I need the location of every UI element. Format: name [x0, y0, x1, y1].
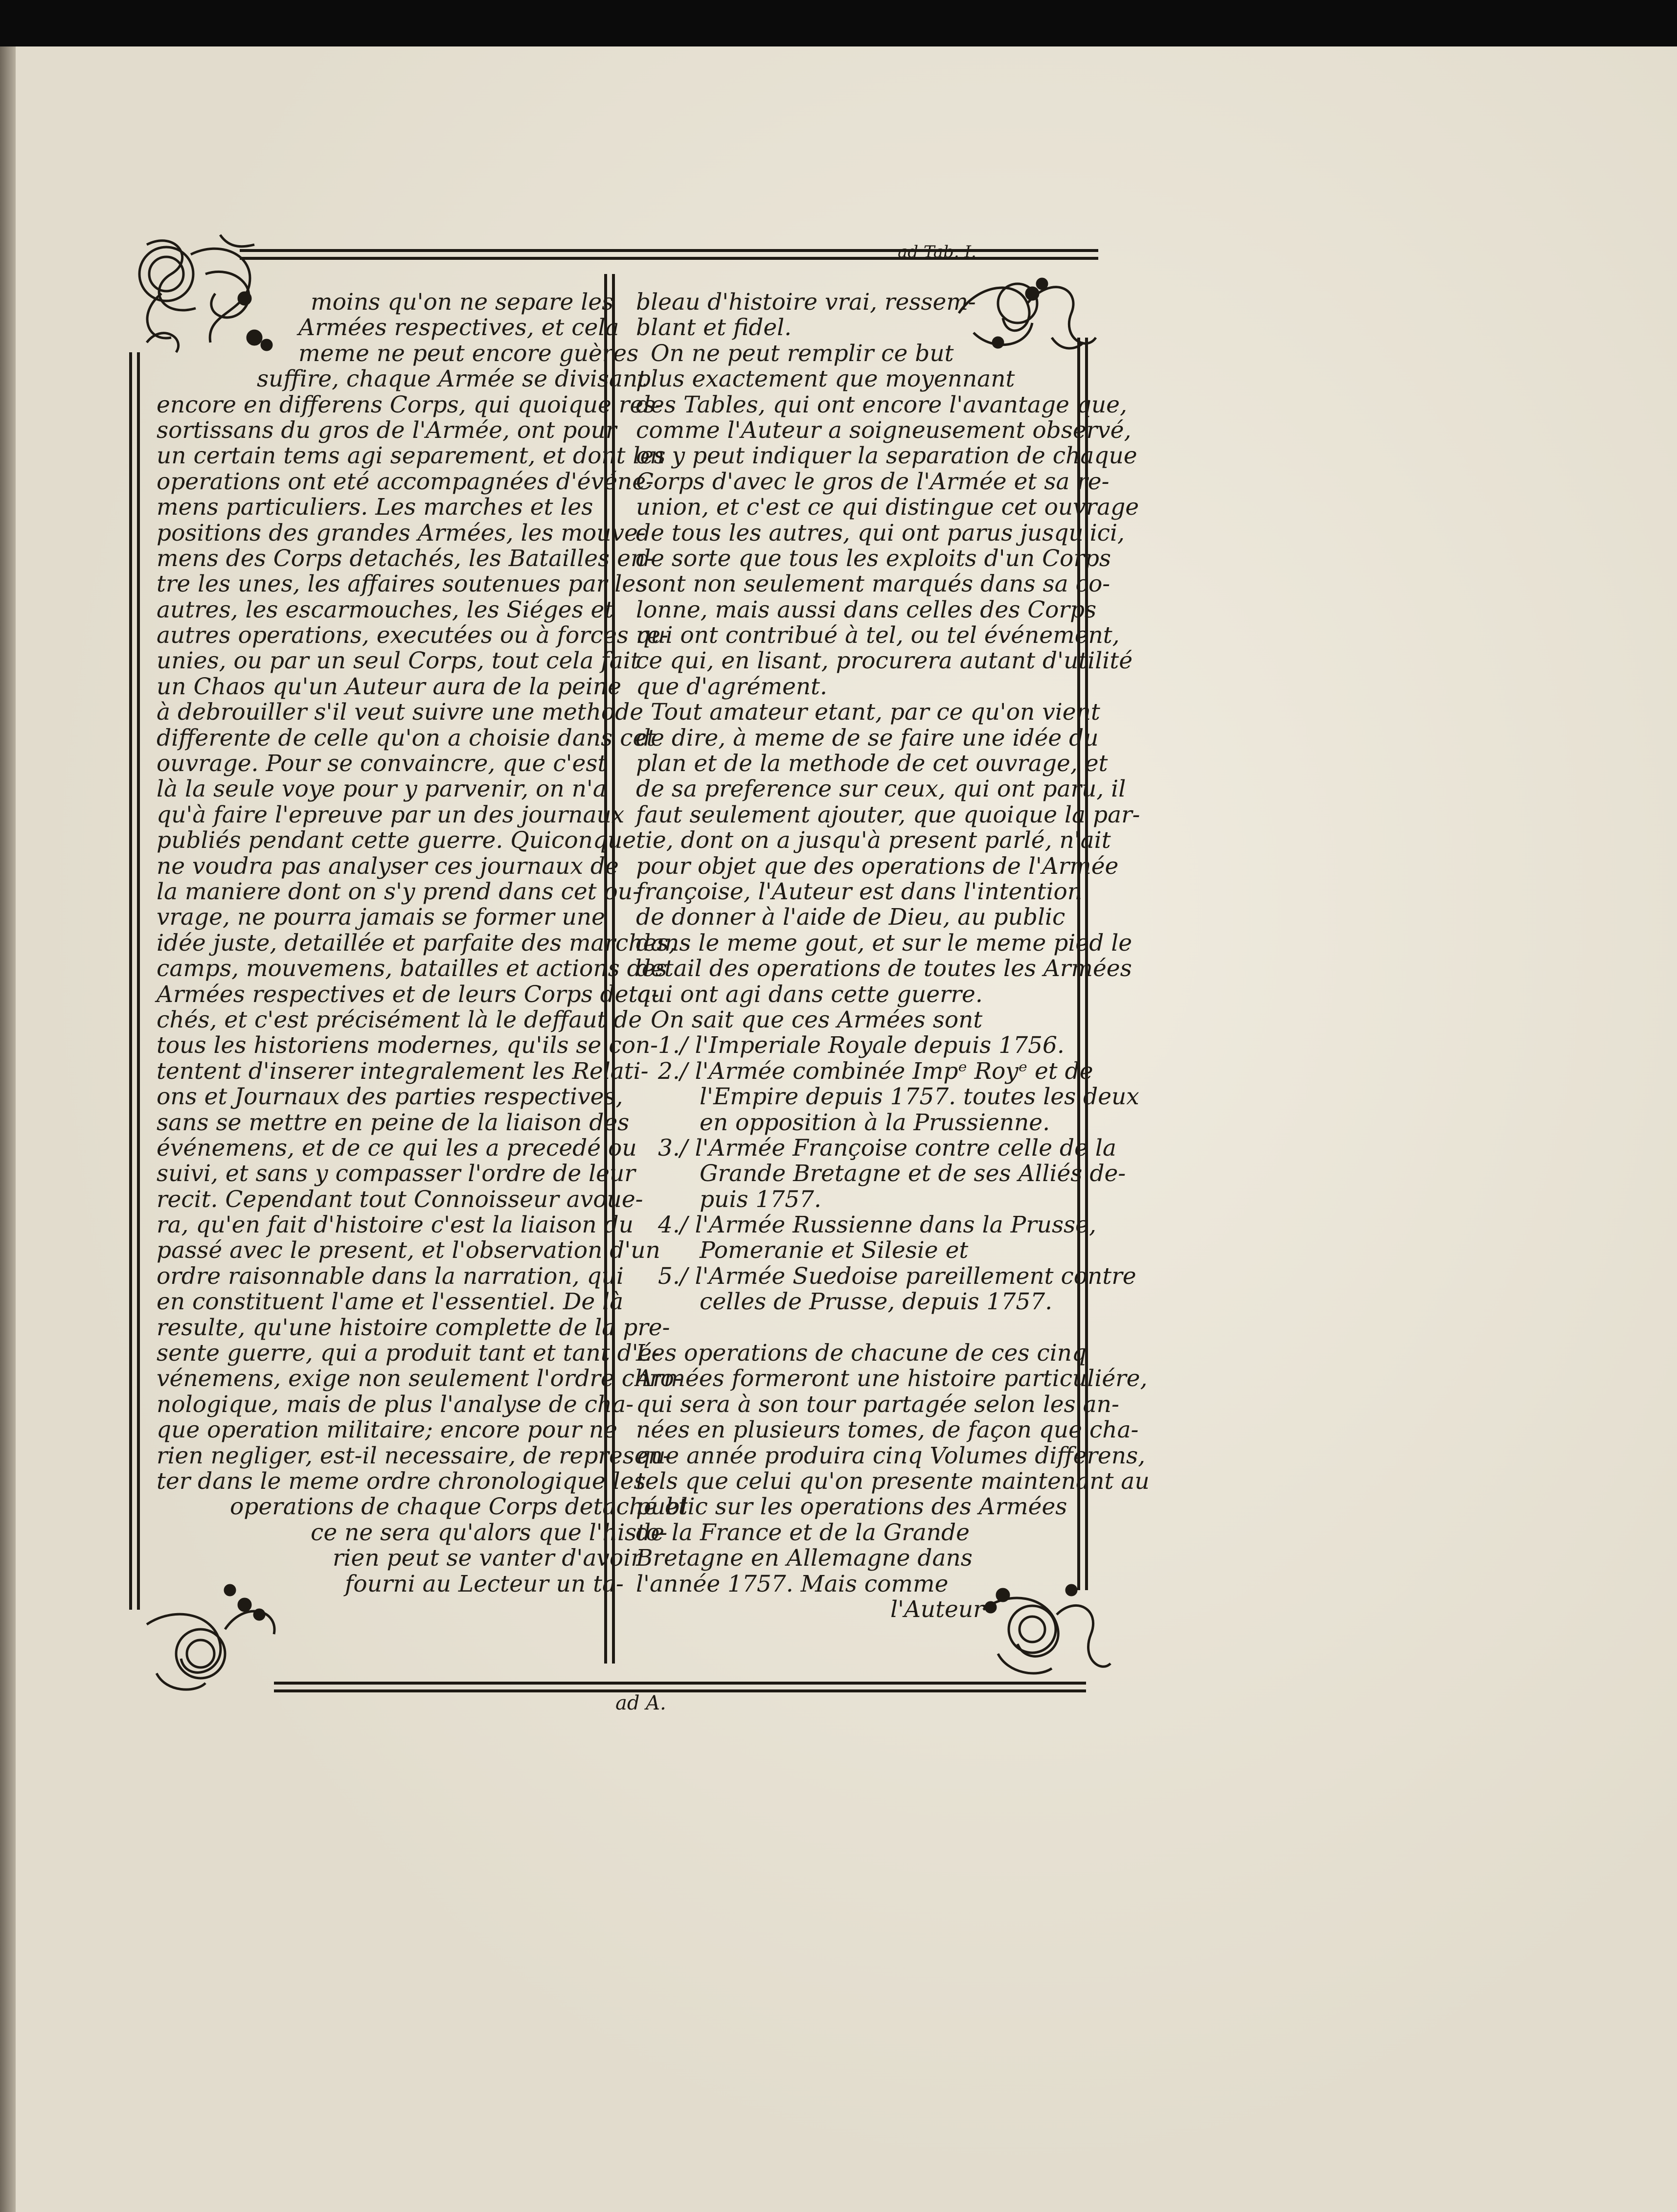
- text-line: Les operations de chacune de ces cinq: [636, 1340, 1087, 1367]
- text-line: un Chaos qu'un Auteur aura de la peine: [157, 673, 622, 700]
- text-line: nologique, mais de plus l'analyse de cha-: [157, 1391, 634, 1418]
- text-line: unies, ou par un seul Corps, tout cela fait: [157, 647, 640, 675]
- text-line: de donner à l'aide de Dieu, au public: [636, 904, 1065, 931]
- book-spine: [0, 46, 16, 2212]
- text-line: la maniere dont on s'y prend dans cet ou-: [157, 878, 640, 905]
- text-line: Bretagne en Allemagne dans: [636, 1545, 973, 1572]
- text-line: ter dans le meme ordre chronologique les: [157, 1467, 646, 1495]
- text-line: ons et Journaux des parties respectives,: [157, 1083, 623, 1111]
- left-text-column: [149, 289, 688, 1597]
- text-line: tous les historiens modernes, qu'ils se con-: [157, 1032, 658, 1059]
- text-line: françoise, l'Auteur est dans l'intention: [636, 878, 1083, 905]
- text-line: detail des operations de toutes les Armées: [636, 955, 1132, 982]
- text-line: 5./ l'Armée Suedoise pareillement contre: [658, 1262, 1136, 1290]
- text-line: plan et de la methode de cet ouvrage, et: [636, 750, 1108, 777]
- text-line: tentent d'inserer integralement les Relati-: [157, 1057, 649, 1085]
- text-line: On sait que ces Armées sont: [651, 1006, 983, 1033]
- text-line: recit. Cependant tout Connoisseur avoue-: [157, 1186, 643, 1213]
- text-line: l'Empire depuis 1757. toutes les deux: [700, 1083, 1139, 1111]
- text-line: ce ne sera qu'alors que l'histo-: [311, 1519, 668, 1546]
- text-line: Corps d'avec le gros de l'Armée et sa re-: [636, 468, 1110, 495]
- text-line: mens des Corps detachés, les Batailles en-: [157, 545, 654, 572]
- text-line: 3./ l'Armée Françoise contre celle de la: [658, 1134, 1116, 1162]
- text-line: que d'agrément.: [636, 673, 827, 700]
- text-line: Armées respectives et de leurs Corps deta-: [157, 981, 659, 1008]
- text-line: là la seule voye pour y parvenir, on n'a: [157, 775, 607, 803]
- text-line: que année produira cinq Volumes differens,: [636, 1442, 1146, 1469]
- text-line: celles de Prusse, depuis 1757.: [700, 1288, 1053, 1316]
- text-line: qu'à faire l'epreuve par un des journaux: [157, 801, 625, 828]
- text-line: de la France et de la Grande: [636, 1519, 970, 1546]
- text-line: sont non seulement marqués dans sa co-: [636, 570, 1110, 598]
- text-line: de dire, à meme de se faire une idée du: [636, 724, 1099, 752]
- text-line: ouvrage. Pour se convaincre, que c'est: [157, 750, 607, 777]
- text-line: 1./ l'Imperiale Royale depuis 1756.: [658, 1032, 1065, 1059]
- text-line: puis 1757.: [700, 1186, 821, 1213]
- text-line: Grande Bretagne et de ses Alliés de-: [700, 1160, 1126, 1187]
- text-line: idée juste, detaillée et parfaite des marches,: [157, 929, 676, 957]
- text-line: public sur les operations des Armées: [636, 1493, 1067, 1521]
- text-line: on y peut indiquer la separation de chaque: [636, 442, 1137, 470]
- text-line: nées en plusieurs tomes, de façon que cha-: [636, 1416, 1139, 1444]
- text-line: l'année 1757. Mais comme: [636, 1570, 949, 1597]
- text-line: Pomeranie et Silesie et: [700, 1237, 969, 1264]
- text-line: lonne, mais aussi dans celles des Corps: [636, 596, 1097, 623]
- text-line: tels que celui qu'on presente maintenant au: [636, 1467, 1150, 1495]
- text-line: sortissans du gros de l'Armée, ont pour: [157, 416, 617, 444]
- text-line: passé avec le present, et l'observation d'un: [157, 1237, 660, 1264]
- text-line: bleau d'histoire vrai, ressem-: [636, 289, 976, 316]
- text-line: 4./ l'Armée Russienne dans la Prusse,: [658, 1211, 1096, 1239]
- text-line: union, et c'est ce qui distingue cet ouvrage: [636, 494, 1139, 521]
- text-line: que operation militaire; encore pour ne: [157, 1416, 617, 1444]
- text-line: moins qu'on ne separe les: [311, 289, 614, 316]
- text-line: comme l'Auteur a soigneusement observé,: [636, 416, 1132, 444]
- text-line: faut seulement ajouter, que quoique la par-: [636, 801, 1140, 828]
- text-line: Tout amateur etant, par ce qu'on vient: [651, 699, 1100, 726]
- text-line: meme ne peut encore guères: [298, 340, 639, 367]
- text-line: chés, et c'est précisément là le deffaut de: [157, 1006, 642, 1033]
- text-line: tie, dont on a jusqu'à present parlé, n'ait: [636, 827, 1111, 854]
- text-line: operations de chaque Corps detaché et: [230, 1493, 688, 1521]
- text-line: ce qui, en lisant, procurera autant d'utilité: [636, 647, 1133, 675]
- text-line: ordre raisonnable dans la narration, qui: [157, 1262, 624, 1290]
- text-line: differente de celle qu'on a choisie dans cet: [157, 724, 656, 752]
- text-line: en constituent l'ame et l'essentiel. De là: [157, 1288, 624, 1316]
- text-line: de sa preference sur ceux, qui ont paru, il: [636, 775, 1126, 803]
- text-line: l'Auteur: [890, 1596, 984, 1623]
- text-line: qui ont contribué à tel, ou tel événement,: [636, 622, 1120, 649]
- text-line: 2./ l'Armée combinée Impᵉ Royᵉ et de: [658, 1057, 1093, 1085]
- text-line: [636, 1315, 1115, 1341]
- text-line: positions des grandes Armées, les mouve-: [157, 519, 646, 547]
- text-line: vrage, ne pourra jamais se former une: [157, 904, 605, 931]
- text-line: vénemens, exige non seulement l'ordre chro-: [157, 1365, 682, 1392]
- text-line: événemens, et de ce qui les a precedé ou: [157, 1134, 637, 1162]
- text-line: qui sera à son tour partagée selon les an-: [636, 1391, 1119, 1418]
- text-line: à debrouiller s'il veut suivre une methode: [157, 699, 644, 726]
- text-line: ne voudra pas analyser ces journaux de: [157, 852, 619, 880]
- text-line: de sorte que tous les exploits d'un Corps: [636, 545, 1111, 572]
- text-line: rien negliger, est-il necessaire, de represen-: [157, 1442, 671, 1469]
- text-line: sans se mettre en peine de la liaison des: [157, 1109, 630, 1136]
- text-line: resulte, qu'une histoire complette de la pre-: [157, 1314, 670, 1341]
- text-line: dans le meme gout, et sur le meme pied le: [636, 929, 1133, 957]
- printer-signature: ad A.: [615, 1692, 666, 1714]
- text-line: publiés pendant cette guerre. Quiconque: [157, 827, 636, 854]
- text-line: rien peut se vanter d'avoir: [333, 1545, 642, 1572]
- text-line: On ne peut remplir ce but: [651, 340, 954, 367]
- text-line: blant et fidel.: [636, 314, 792, 342]
- text-line: sente guerre, qui a produit tant et tant d'é-: [157, 1340, 660, 1367]
- text-line: tre les unes, les affaires soutenues par les: [157, 570, 648, 598]
- text-line: plus exactement que moyennant: [636, 365, 1015, 393]
- text-line: pour objet que des operations de l'Armée: [636, 852, 1119, 880]
- right-text-column: [636, 289, 1150, 1623]
- table-reference: ad Tab. I.: [898, 242, 976, 262]
- text-line: fourni au Lecteur un ta-: [345, 1570, 624, 1597]
- text-line: Armées formeront une histoire particuliére,: [636, 1365, 1148, 1392]
- text-line: suffire, chaque Armée se divisant: [257, 365, 647, 393]
- text-line: camps, mouvemens, batailles et actions des: [157, 955, 667, 982]
- text-line: suivi, et sans y compasser l'ordre de leur: [157, 1160, 635, 1187]
- text-line: autres, les escarmouches, les Siéges et: [157, 596, 614, 623]
- text-line: encore en differens Corps, qui quoique res-: [157, 391, 663, 418]
- text-line: mens particuliers. Les marches et les: [157, 494, 593, 521]
- text-line: de tous les autres, qui ont parus jusqu'ici,: [636, 519, 1125, 547]
- text-line: en opposition à la Prussienne.: [700, 1109, 1050, 1136]
- text-line: operations ont eté accompagnées d'événe-: [157, 468, 654, 495]
- text-line: autres operations, executées ou à forces re-: [157, 622, 668, 649]
- text-line: qui ont agi dans cette guerre.: [636, 981, 983, 1008]
- text-line: un certain tems agi separement, et dont les: [157, 442, 666, 470]
- text-line: Armées respectives, et cela: [298, 314, 619, 342]
- text-line: ra, qu'en fait d'histoire c'est la liaison du: [157, 1211, 634, 1239]
- text-line: des Tables, qui ont encore l'avantage que,: [636, 391, 1127, 418]
